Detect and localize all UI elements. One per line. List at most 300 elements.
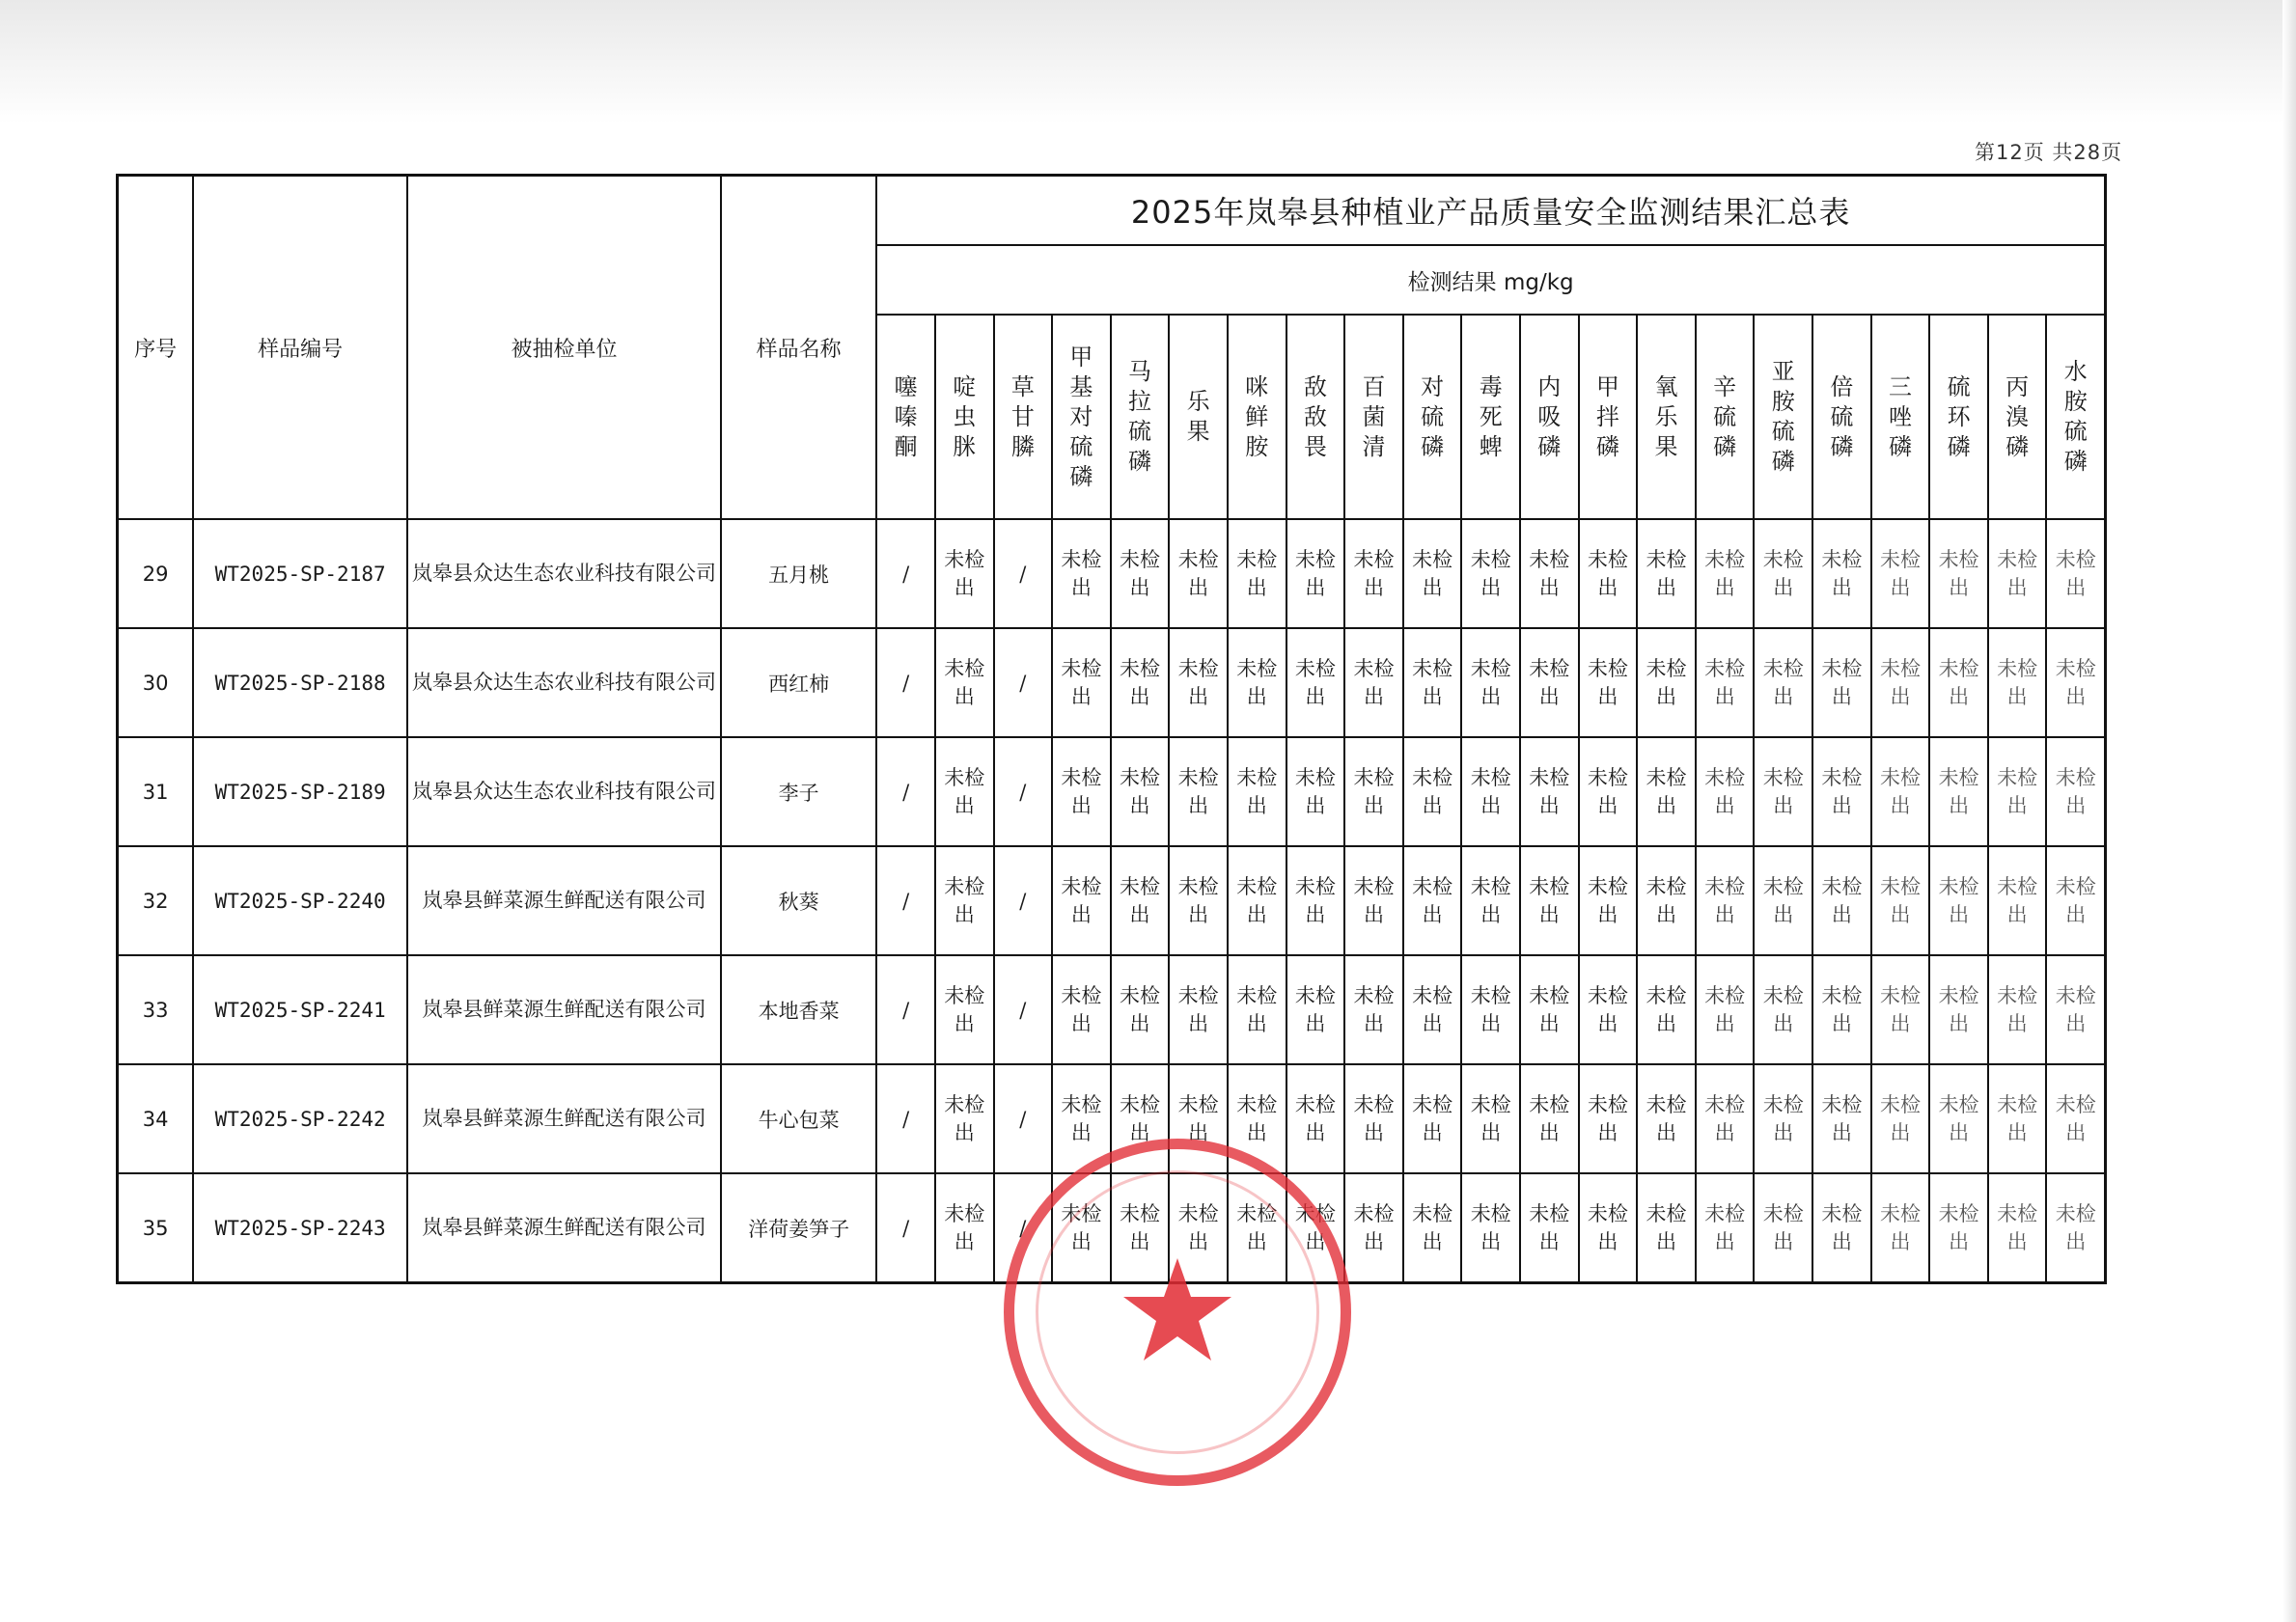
cell-not-detected: [1637, 1064, 1696, 1173]
result-text-line: 出: [1714, 684, 1735, 708]
cell-not-detected: [1579, 519, 1638, 628]
result-text-line: 出: [1246, 793, 1267, 817]
cell-not-detected: [1169, 628, 1228, 737]
cell-sample-name: 西红柿: [721, 628, 876, 737]
cell-not-detected: [1754, 519, 1812, 628]
cell-not-detected: [1052, 519, 1111, 628]
result-text-line: 出: [1656, 575, 1677, 599]
result-text-line: 出: [1246, 902, 1267, 926]
result-text-line: 未检: [1997, 1201, 2038, 1225]
result-text-line: 出: [1773, 902, 1794, 926]
header-pesticide: [1579, 315, 1638, 519]
seal-star-icon: [1120, 1254, 1235, 1370]
pesticide-label: 甲拌磷: [1595, 372, 1619, 460]
pesticide-label: 氧乐果: [1654, 372, 1678, 460]
cell-not-detected: [1696, 519, 1755, 628]
cell-not-detected: [1812, 519, 1871, 628]
cell-not-detected: [1579, 846, 1638, 955]
result-text-line: 出: [1538, 684, 1560, 708]
result-text-line: 未检: [1938, 1201, 1979, 1225]
result-text-line: 未检: [1177, 765, 1219, 789]
result-text-line: 未检: [2055, 874, 2096, 898]
result-text-line: 出: [1714, 793, 1735, 817]
result-text-line: 出: [1831, 1011, 1852, 1035]
pesticide-label: 噻嗪酮: [894, 372, 918, 460]
cell-not-detected: [935, 628, 994, 737]
cell-not-detected: [1812, 955, 1871, 1064]
result-text-line: 未检: [1879, 656, 1921, 680]
result-text-line: 未检: [1821, 765, 1863, 789]
result-text-line: 出: [1129, 902, 1150, 926]
result-text-line: 出: [1656, 1011, 1677, 1035]
header-inspected-unit: 被抽检单位: [407, 176, 721, 520]
cell-not-detected: [1579, 737, 1638, 846]
pesticide-label: 硫环磷: [1947, 372, 1971, 460]
result-text-line: 出: [1480, 684, 1502, 708]
result-text-line: 出: [1714, 1120, 1735, 1144]
result-text-line: 未检: [1412, 1092, 1453, 1116]
result-text-line: 出: [1949, 1011, 1970, 1035]
result-text-line: 出: [1831, 793, 1852, 817]
cell-not-detected: [1344, 628, 1403, 737]
result-text-line: 未检: [1587, 1201, 1628, 1225]
result-text-line: 未检: [1061, 983, 1102, 1007]
cell-sample-name: 牛心包菜: [721, 1064, 876, 1173]
result-text-line: 未检: [2055, 656, 2096, 680]
result-text-line: 出: [2065, 575, 2087, 599]
result-text-line: 未检: [944, 547, 985, 571]
result-text-line: 未检: [1470, 874, 1511, 898]
cell-not-detected: [1754, 1173, 1812, 1283]
pesticide-label: 甲基对硫磷: [1069, 343, 1093, 490]
result-text-line: 出: [1129, 1229, 1150, 1253]
result-text-line: 未检: [1821, 1201, 1863, 1225]
result-text-line: 出: [1188, 684, 1209, 708]
result-text-line: 出: [2006, 684, 2028, 708]
result-text-line: 出: [1480, 1011, 1502, 1035]
result-text-line: 出: [1890, 1120, 1911, 1144]
cell-not-detected: [1228, 628, 1286, 737]
header-pesticide: [1520, 315, 1579, 519]
pesticide-label: 倍硫磷: [1830, 372, 1854, 460]
result-text-line: 未检: [1412, 547, 1453, 571]
result-text-line: 出: [1480, 902, 1502, 926]
cell-not-detected: [1228, 955, 1286, 1064]
result-text-line: 出: [1890, 902, 1911, 926]
result-text-line: 出: [1363, 1120, 1384, 1144]
cell-not-tested: /: [876, 519, 935, 628]
result-text-line: 未检: [1061, 656, 1102, 680]
result-text-line: 出: [1538, 1229, 1560, 1253]
cell-sample-name: 秋葵: [721, 846, 876, 955]
cell-not-tested: /: [876, 1064, 935, 1173]
result-text-line: 出: [1246, 684, 1267, 708]
result-text-line: 出: [1656, 902, 1677, 926]
header-pesticide: [876, 315, 935, 519]
cell-not-detected: [1344, 519, 1403, 628]
result-text-line: 未检: [1704, 1201, 1746, 1225]
result-text-line: 未检: [1470, 656, 1511, 680]
result-text-line: 出: [2065, 1229, 2087, 1253]
result-text-line: 未检: [1061, 765, 1102, 789]
result-text-line: 出: [954, 1120, 975, 1144]
result-text-line: 出: [1070, 1229, 1092, 1253]
result-text-line: 未检: [1294, 765, 1336, 789]
result-text-line: 未检: [1294, 1092, 1336, 1116]
cell-not-detected: [1812, 628, 1871, 737]
result-text-line: 出: [1538, 575, 1560, 599]
cell-not-detected: [1461, 1173, 1520, 1283]
cell-seq: 31: [118, 737, 194, 846]
result-text-line: 出: [1597, 902, 1618, 926]
header-pesticide: [1111, 315, 1170, 519]
result-text-line: 未检: [1821, 547, 1863, 571]
result-text-line: 未检: [1177, 656, 1219, 680]
result-text-line: 出: [1363, 684, 1384, 708]
cell-not-detected: [1111, 519, 1170, 628]
cell-not-detected: [1988, 955, 2047, 1064]
result-text-line: 未检: [1997, 874, 2038, 898]
result-text-line: 未检: [944, 874, 985, 898]
cell-not-detected: [1579, 955, 1638, 1064]
table-row: [118, 955, 2106, 1064]
result-text-line: 未检: [1938, 656, 1979, 680]
cell-not-detected: [1403, 1064, 1462, 1173]
result-text-line: 未检: [1412, 1201, 1453, 1225]
cell-not-detected: [1871, 519, 1930, 628]
cell-not-detected: [1696, 1173, 1755, 1283]
result-text-line: 出: [2006, 1229, 2028, 1253]
cell-not-detected: [2046, 737, 2105, 846]
result-text-line: 未检: [1353, 547, 1395, 571]
result-text-line: 未检: [1529, 656, 1570, 680]
result-text-line: 未检: [1470, 765, 1511, 789]
result-text-line: 未检: [944, 656, 985, 680]
result-text-line: 出: [1773, 1120, 1794, 1144]
result-text-line: 出: [1773, 1011, 1794, 1035]
result-text-line: 未检: [1236, 1201, 1278, 1225]
result-text-line: 出: [1070, 1120, 1092, 1144]
result-text-line: 出: [2006, 902, 2028, 926]
result-text-line: 未检: [1762, 765, 1804, 789]
header-pesticide: [1228, 315, 1286, 519]
pesticide-label: 毒死蜱: [1479, 372, 1503, 460]
cell-not-detected: [1637, 737, 1696, 846]
result-text-line: 未检: [1762, 1201, 1804, 1225]
cell-not-detected: [935, 955, 994, 1064]
cell-not-detected: [1754, 737, 1812, 846]
result-text-line: 未检: [1997, 983, 2038, 1007]
pesticide-label: 对硫磷: [1421, 372, 1445, 460]
cell-seq: 34: [118, 1064, 194, 1173]
cell-inspected-unit: 岚皋县众达生态农业科技有限公司: [407, 737, 721, 846]
result-text-line: 未检: [1997, 765, 2038, 789]
cell-inspected-unit: 岚皋县众达生态农业科技有限公司: [407, 519, 721, 628]
result-text-line: 未检: [1762, 874, 1804, 898]
cell-not-detected: [1052, 737, 1111, 846]
result-text-line: 出: [1246, 575, 1267, 599]
result-text-line: 出: [954, 575, 975, 599]
header-pesticide: [2046, 315, 2105, 519]
result-text-line: 未检: [1879, 547, 1921, 571]
result-text-line: 未检: [1821, 874, 1863, 898]
result-text-line: 未检: [944, 983, 985, 1007]
cell-sample-name: 李子: [721, 737, 876, 846]
cell-sample-code: WT2025-SP-2187: [193, 519, 407, 628]
cell-not-detected: [1696, 1064, 1755, 1173]
cell-sample-code: WT2025-SP-2240: [193, 846, 407, 955]
cell-not-detected: [935, 519, 994, 628]
result-text-line: 出: [1363, 793, 1384, 817]
result-text-line: 出: [1480, 1229, 1502, 1253]
official-seal: [1004, 1139, 1351, 1486]
result-text-line: 未检: [1762, 983, 1804, 1007]
header-pesticide: [1754, 315, 1812, 519]
cell-not-detected: [1344, 1173, 1403, 1283]
result-text-line: 未检: [1879, 874, 1921, 898]
result-text-line: 出: [1305, 1011, 1326, 1035]
pesticide-label: 三唑磷: [1888, 372, 1912, 460]
result-text-line: 出: [1363, 902, 1384, 926]
result-text-line: 出: [1422, 902, 1443, 926]
cell-not-detected: [2046, 846, 2105, 955]
result-text-line: 出: [1070, 575, 1092, 599]
pesticide-label: 马拉硫磷: [1128, 358, 1152, 475]
cell-sample-code: WT2025-SP-2188: [193, 628, 407, 737]
result-text-line: 未检: [1412, 874, 1453, 898]
cell-inspected-unit: 岚皋县鲜菜源生鲜配送有限公司: [407, 955, 721, 1064]
result-text-line: 出: [1422, 684, 1443, 708]
result-text-line: 未检: [1704, 547, 1746, 571]
scan-right-edge: [2282, 0, 2296, 1622]
cell-seq: 30: [118, 628, 194, 737]
cell-not-detected: [1403, 628, 1462, 737]
result-text-line: 出: [1949, 902, 1970, 926]
result-text-line: 未检: [1061, 1092, 1102, 1116]
cell-inspected-unit: 岚皋县鲜菜源生鲜配送有限公司: [407, 1173, 721, 1283]
table-row: [118, 628, 2106, 737]
result-text-line: 出: [1422, 793, 1443, 817]
result-text-line: 出: [1422, 1120, 1443, 1144]
results-summary-table: [116, 174, 2107, 1284]
cell-not-tested: /: [994, 737, 1053, 846]
result-text-line: 未检: [1938, 547, 1979, 571]
cell-not-detected: [1988, 628, 2047, 737]
cell-not-detected: [1520, 1173, 1579, 1283]
result-text-line: 未检: [1470, 1201, 1511, 1225]
result-text-line: 未检: [1529, 1092, 1570, 1116]
cell-not-detected: [1520, 628, 1579, 737]
cell-not-tested: /: [994, 846, 1053, 955]
result-text-line: 出: [1129, 684, 1150, 708]
header-pesticide: [1052, 315, 1111, 519]
result-text-line: 未检: [1470, 547, 1511, 571]
result-text-line: 未检: [1236, 1092, 1278, 1116]
result-text-line: 出: [1773, 1229, 1794, 1253]
result-text-line: 出: [1831, 684, 1852, 708]
result-text-line: 未检: [1470, 983, 1511, 1007]
result-text-line: 出: [1773, 793, 1794, 817]
result-text-line: 出: [1070, 684, 1092, 708]
result-text-line: 出: [1129, 1120, 1150, 1144]
cell-not-detected: [1929, 519, 1988, 628]
cell-not-detected: [1929, 1173, 1988, 1283]
result-text-line: 未检: [1587, 765, 1628, 789]
cell-not-detected: [1169, 519, 1228, 628]
result-text-line: 未检: [1236, 656, 1278, 680]
result-text-line: 未检: [1120, 874, 1161, 898]
result-text-line: 出: [1129, 575, 1150, 599]
result-text-line: 出: [1949, 1229, 1970, 1253]
result-text-line: 未检: [1704, 983, 1746, 1007]
cell-not-detected: [1052, 955, 1111, 1064]
cell-not-detected: [1871, 628, 1930, 737]
result-text-line: 未检: [1120, 765, 1161, 789]
cell-not-detected: [1637, 955, 1696, 1064]
table-title: 2025年岚皋县种植业产品质量安全监测结果汇总表: [876, 176, 2105, 246]
cell-not-detected: [1754, 1064, 1812, 1173]
cell-not-detected: [1929, 628, 1988, 737]
result-text-line: 出: [954, 1011, 975, 1035]
cell-not-detected: [1169, 737, 1228, 846]
cell-inspected-unit: 岚皋县鲜菜源生鲜配送有限公司: [407, 1064, 721, 1173]
header-pesticide: [1637, 315, 1696, 519]
result-text-line: 出: [1246, 1229, 1267, 1253]
header-pesticide: [1403, 315, 1462, 519]
cell-sample-name: 五月桃: [721, 519, 876, 628]
result-text-line: 未检: [1704, 874, 1746, 898]
header-sample-name: 样品名称: [721, 176, 876, 520]
result-text-line: 未检: [1997, 656, 2038, 680]
result-text-line: 出: [2065, 1011, 2087, 1035]
result-text-line: 未检: [2055, 765, 2096, 789]
cell-not-detected: [1754, 846, 1812, 955]
result-text-line: 未检: [1938, 1092, 1979, 1116]
result-text-line: 出: [1188, 902, 1209, 926]
cell-not-detected: [935, 737, 994, 846]
result-text-line: 出: [1831, 575, 1852, 599]
result-text-line: 未检: [1120, 547, 1161, 571]
result-text-line: 出: [1656, 1120, 1677, 1144]
result-text-line: 出: [1363, 575, 1384, 599]
cell-sample-code: WT2025-SP-2242: [193, 1064, 407, 1173]
cell-not-tested: /: [876, 628, 935, 737]
scan-edge-shadow: [0, 0, 2296, 124]
result-text-line: 出: [1305, 1229, 1326, 1253]
result-text-line: 未检: [1646, 765, 1687, 789]
result-text-line: 未检: [1177, 874, 1219, 898]
result-text-line: 未检: [944, 1092, 985, 1116]
result-text-line: 未检: [1061, 1201, 1102, 1225]
result-text-line: 出: [1597, 793, 1618, 817]
result-text-line: 未检: [1646, 1092, 1687, 1116]
result-text-line: 未检: [1294, 1201, 1336, 1225]
result-text-line: 未检: [944, 765, 985, 789]
cell-sample-code: WT2025-SP-2189: [193, 737, 407, 846]
cell-not-detected: [1812, 1173, 1871, 1283]
cell-not-detected: [1988, 737, 2047, 846]
result-text-line: 出: [1890, 575, 1911, 599]
result-text-line: 出: [1597, 1229, 1618, 1253]
result-text-line: 未检: [1879, 765, 1921, 789]
result-text-line: 出: [1538, 793, 1560, 817]
result-text-line: 未检: [1412, 656, 1453, 680]
result-text-line: 出: [1188, 1229, 1209, 1253]
cell-not-detected: [1403, 955, 1462, 1064]
result-text-line: 出: [1422, 1011, 1443, 1035]
result-text-line: 未检: [1470, 1092, 1511, 1116]
cell-not-detected: [1461, 955, 1520, 1064]
result-text-line: 未检: [1587, 983, 1628, 1007]
result-text-line: 出: [954, 902, 975, 926]
result-text-line: 未检: [1353, 1092, 1395, 1116]
result-text-line: 未检: [1704, 765, 1746, 789]
cell-not-detected: [1111, 628, 1170, 737]
result-text-line: 出: [1656, 1229, 1677, 1253]
cell-not-detected: [1871, 846, 1930, 955]
result-text-line: 未检: [1353, 656, 1395, 680]
header-pesticide: [994, 315, 1053, 519]
cell-not-detected: [1344, 846, 1403, 955]
cell-not-detected: [1228, 846, 1286, 955]
cell-not-detected: [1696, 846, 1755, 955]
cell-not-tested: /: [994, 628, 1053, 737]
result-text-line: 未检: [1353, 874, 1395, 898]
cell-not-detected: [1052, 628, 1111, 737]
header-pesticide: [1169, 315, 1228, 519]
pesticide-label: 丙溴磷: [2006, 372, 2030, 460]
pesticide-label: 辛硫磷: [1713, 372, 1737, 460]
result-text-line: 未检: [1646, 547, 1687, 571]
cell-not-tested: /: [994, 955, 1053, 1064]
cell-not-detected: [2046, 1064, 2105, 1173]
pesticide-label: 水胺硫磷: [2063, 358, 2088, 475]
result-text-line: 未检: [1177, 1092, 1219, 1116]
result-text-line: 出: [1597, 684, 1618, 708]
result-text-line: 出: [1070, 793, 1092, 817]
cell-not-detected: [1520, 1064, 1579, 1173]
result-text-line: 出: [1597, 575, 1618, 599]
result-text-line: 未检: [1704, 1092, 1746, 1116]
result-text-line: 未检: [1646, 983, 1687, 1007]
cell-not-detected: [1579, 1064, 1638, 1173]
result-text-line: 未检: [1587, 656, 1628, 680]
cell-not-tested: /: [994, 1173, 1053, 1283]
result-text-line: 出: [1831, 1120, 1852, 1144]
result-text-line: 出: [1890, 793, 1911, 817]
result-text-line: 出: [1070, 902, 1092, 926]
result-text-line: 未检: [1120, 1201, 1161, 1225]
result-text-line: 未检: [1412, 765, 1453, 789]
result-text-line: 出: [1129, 793, 1150, 817]
cell-seq: 33: [118, 955, 194, 1064]
cell-not-tested: /: [876, 846, 935, 955]
result-text-line: 未检: [1353, 983, 1395, 1007]
header-sample-code: 样品编号: [193, 176, 407, 520]
result-text-line: 出: [2006, 1011, 2028, 1035]
result-text-line: 出: [1305, 575, 1326, 599]
result-text-line: 出: [1714, 1229, 1735, 1253]
cell-not-detected: [1344, 955, 1403, 1064]
result-text-line: 未检: [1177, 547, 1219, 571]
cell-not-detected: [1520, 955, 1579, 1064]
cell-not-detected: [1988, 846, 2047, 955]
cell-not-detected: [1111, 737, 1170, 846]
cell-not-detected: [1871, 955, 1930, 1064]
result-text-line: 出: [2065, 793, 2087, 817]
cell-not-detected: [1403, 846, 1462, 955]
result-text-line: 未检: [1938, 983, 1979, 1007]
